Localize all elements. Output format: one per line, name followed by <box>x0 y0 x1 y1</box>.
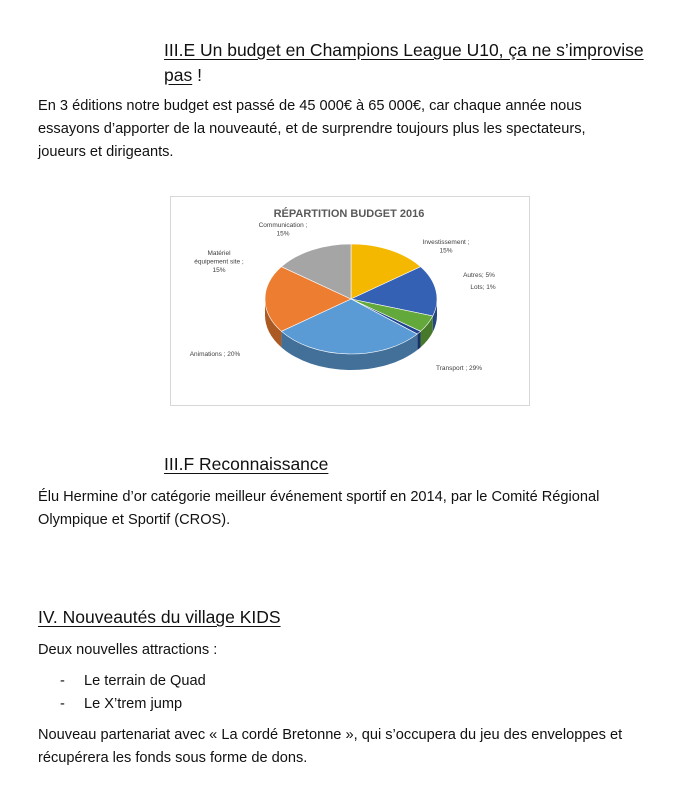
list-marker: - <box>60 696 65 712</box>
list-item-text: Le X’trem jump <box>84 696 183 712</box>
pie-data-label: Animations ; 20% <box>189 351 241 358</box>
budget-paragraph-line: En 3 éditions notre budget est passé de 45 000€ à 65 000€, car chaque année nous <box>38 98 582 114</box>
kids-heading: IV. Nouveautés du village KIDS <box>38 607 281 627</box>
budget-heading <box>164 38 644 88</box>
budget-paragraph-line: essayons d’apporter de la nouveauté, et de surprendre toujours plus les spectateurs, <box>38 121 586 137</box>
pie-data-label: Transport ; 29% <box>435 365 483 372</box>
budget-pie-chart <box>170 196 530 406</box>
list-item-text: Le terrain de Quad <box>84 673 206 689</box>
pie-data-label: Communication ; 15% <box>258 222 308 238</box>
reconnaissance-paragraph-line: Élu Hermine d’or catégorie meilleur événement sportif en 2014, par le Comité Régional <box>38 489 600 505</box>
budget-heading-line2-rest: ! <box>192 65 202 85</box>
reconnaissance-heading: III.F Reconnaissance <box>164 454 329 474</box>
pie-data-label: Investissement ; 15% <box>422 239 470 255</box>
budget-heading-line2-underlined: pas <box>164 65 193 85</box>
chart-title: RÉPARTITION BUDGET 2016 <box>273 208 425 220</box>
pie-data-label: Matériel équipement site ; 15% <box>194 250 244 274</box>
pie-data-label: Lots; 1% <box>470 284 496 291</box>
list-item <box>60 693 206 716</box>
reconnaissance-paragraph-line: Olympique et Sportif (CROS). <box>38 512 231 528</box>
budget-paragraph-line: joueurs et dirigeants. <box>38 144 174 160</box>
kids-intro: Deux nouvelles attractions : <box>38 642 218 658</box>
list-marker: - <box>60 673 65 689</box>
budget-paragraph <box>38 95 668 164</box>
list-item <box>60 670 206 693</box>
pie-slice-side-lots <box>417 331 420 350</box>
kids-paragraph-line: Nouveau partenariat avec « La cordé Bretonne », qui s’occupera du jeu des enveloppes et <box>38 727 623 743</box>
kids-attractions-list <box>60 670 206 716</box>
budget-heading-line1: III.E Un budget en Champions League U10, ça ne s’improvise <box>164 40 644 60</box>
kids-paragraph <box>38 724 668 770</box>
reconnaissance-paragraph <box>38 486 668 532</box>
kids-paragraph-line: récupérera les fonds sous forme de dons. <box>38 750 308 766</box>
pie-data-label: Autres; 5% <box>463 272 495 279</box>
pie-chart-svg <box>171 197 529 405</box>
